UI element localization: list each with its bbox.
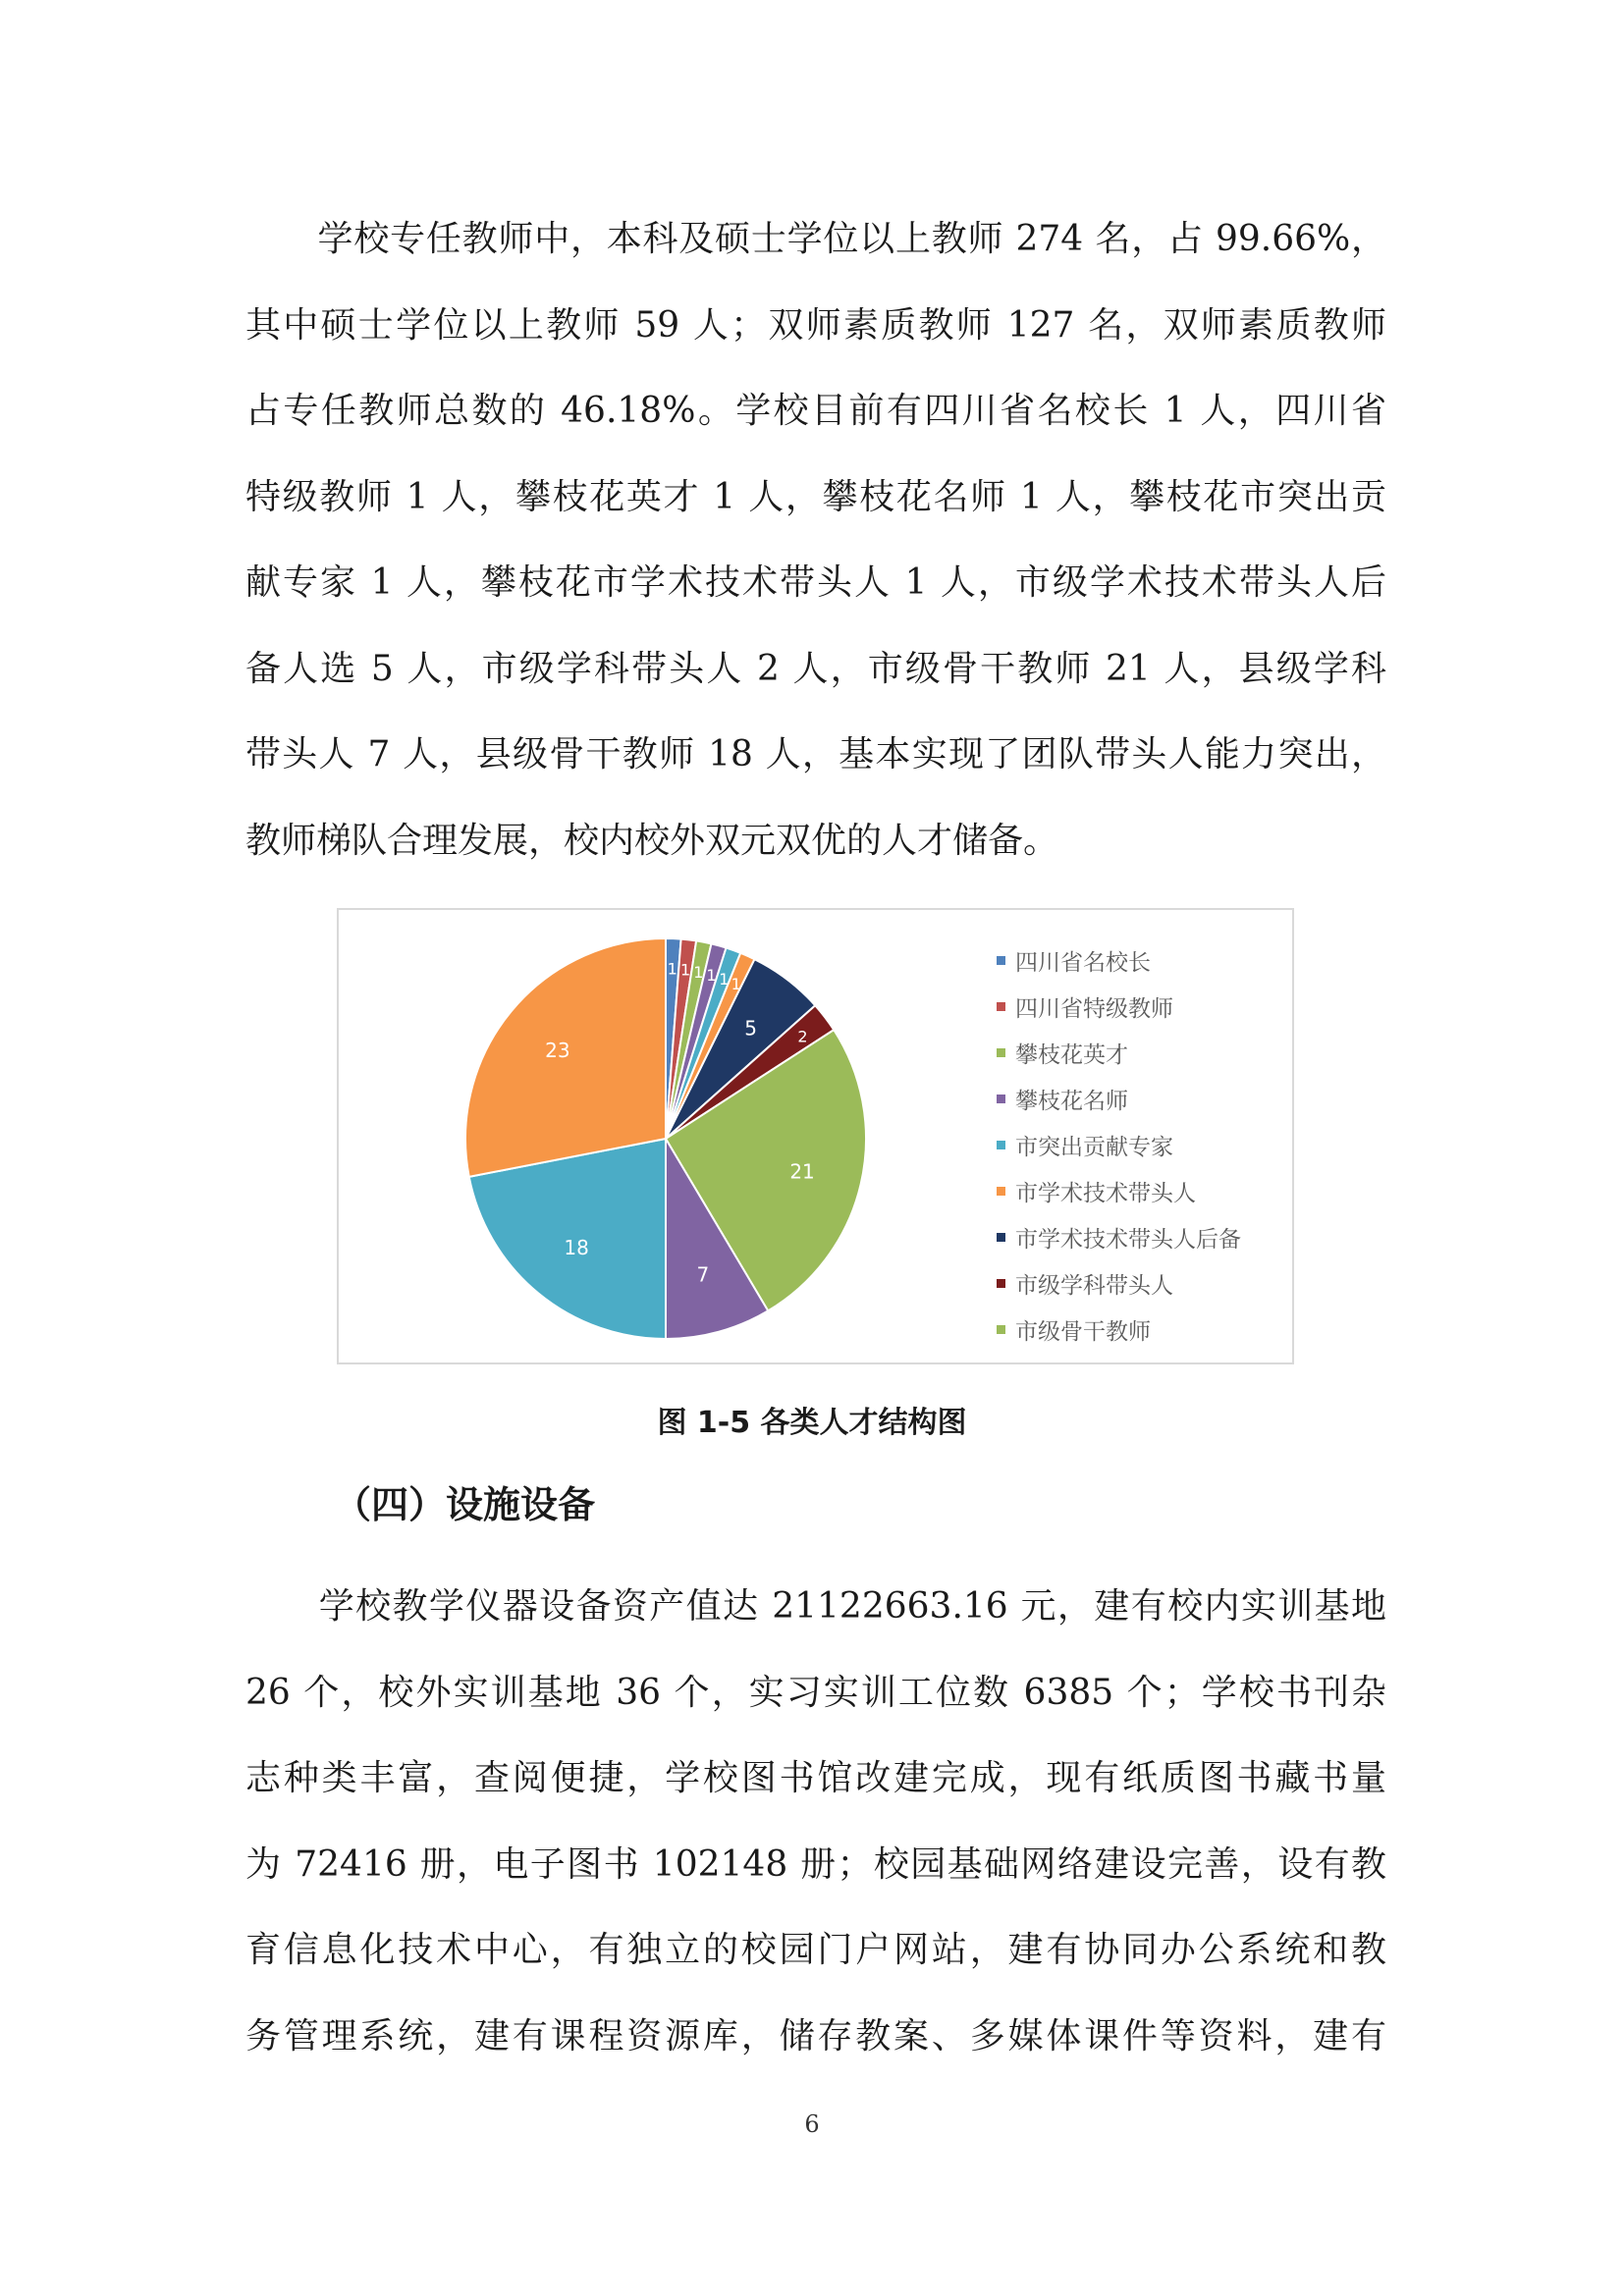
- paragraph-line: 学校教学仪器设备资产值达 21122663.16 元，建有校内实训基地: [245, 1586, 1386, 1627]
- legend-entry: [997, 1168, 1241, 1214]
- pie-data-label: 2: [797, 1027, 808, 1046]
- legend-label: 四川省名校长: [1015, 950, 1151, 976]
- pie-data-label: 1: [706, 965, 717, 985]
- pie-data-label: 23: [545, 1039, 570, 1063]
- legend-swatch: [997, 1187, 1005, 1196]
- paragraph-line: 育信息化技术中心，有独立的校园门户网站，建有协同办公系统和教: [245, 1930, 1386, 1970]
- paragraph-line: 为 72416 册，电子图书 102148 册；校园基础网络建设完善，设有教: [245, 1843, 1386, 1885]
- legend-label: 市级骨干教师: [1015, 1319, 1151, 1345]
- legend-entry: [997, 1122, 1241, 1168]
- section-heading: （四）设施设备: [334, 1483, 596, 1526]
- paragraph-line: 备人选 5 人，市级学科带头人 2 人，市级骨干教师 21 人，县级学科: [245, 648, 1386, 689]
- legend-label: 市学术技术带头人后备: [1015, 1227, 1241, 1253]
- paragraph-talent: [245, 196, 1386, 883]
- paragraph-line: 教师梯队合理发展，校内校外双元双优的人才储备。: [245, 820, 1059, 861]
- page-number: 6: [804, 2110, 820, 2138]
- paragraph-line: 26 个，校外实训基地 36 个，实习实训工位数 6385 个；学校书刊杂: [245, 1672, 1386, 1713]
- legend-swatch: [997, 1002, 1005, 1011]
- pie-data-label: 1: [680, 960, 691, 980]
- legend-entry: [997, 1307, 1241, 1353]
- paragraph-facilities: [245, 1564, 1386, 2079]
- legend-label: 攀枝花英才: [1015, 1042, 1128, 1068]
- paragraph-line: 献专家 1 人，攀枝花市学术技术带头人 1 人，市级学术技术带头人后: [245, 562, 1386, 603]
- legend-entry: [997, 1076, 1241, 1122]
- paragraph-line: 带头人 7 人，县级骨干教师 18 人，基本实现了团队带头人能力突出，: [245, 734, 1386, 774]
- pie-data-label: 1: [731, 974, 741, 993]
- legend-swatch: [997, 1233, 1005, 1242]
- pie-data-label: 1: [693, 962, 704, 982]
- legend-swatch: [997, 956, 1005, 965]
- pie-data-label: 18: [564, 1236, 589, 1260]
- chart-legend: [997, 937, 1241, 1353]
- legend-entry: [997, 1030, 1241, 1076]
- legend-swatch: [997, 1279, 1005, 1288]
- paragraph-line: 占专任教师总数的 46.18%。学校目前有四川省名校长 1 人，四川省: [245, 391, 1386, 431]
- paragraph-line: 特级教师 1 人，攀枝花英才 1 人，攀枝花名师 1 人，攀枝花市突出贡: [245, 476, 1386, 517]
- paragraph-line: 其中硕士学位以上教师 59 人；双师素质教师 127 名，双师素质教师: [245, 304, 1386, 346]
- legend-label: 市学术技术带头人: [1015, 1181, 1196, 1206]
- pie-data-label: 1: [719, 969, 730, 988]
- figure-caption: 图 1-5 各类人才结构图: [657, 1406, 967, 1440]
- legend-label: 市突出贡献专家: [1015, 1135, 1173, 1160]
- legend-swatch: [997, 1095, 1005, 1103]
- legend-entry: [997, 1214, 1241, 1260]
- paragraph-line: 务管理系统，建有课程资源库，储存教案、多媒体课件等资料，建有: [245, 2015, 1386, 2056]
- legend-label: 四川省特级教师: [1015, 996, 1173, 1022]
- legend-entry: [997, 984, 1241, 1030]
- pie-data-label: 1: [667, 959, 677, 979]
- legend-swatch: [997, 1141, 1005, 1149]
- pie-data-label: 7: [696, 1262, 710, 1287]
- pie-data-label: 21: [789, 1159, 815, 1184]
- paragraph-line: 学校专任教师中，本科及硕士学位以上教师 274 名，占 99.66%，: [245, 219, 1386, 259]
- talent-pie-chart: [337, 908, 1294, 1364]
- legend-swatch: [997, 1325, 1005, 1334]
- pie-data-label: 5: [744, 1016, 757, 1041]
- legend-label: 攀枝花名师: [1015, 1089, 1128, 1114]
- legend-entry: [997, 937, 1241, 984]
- legend-label: 市级学科带头人: [1015, 1273, 1173, 1299]
- paragraph-line: 志种类丰富，查阅便捷，学校图书馆改建完成，现有纸质图书藏书量: [245, 1758, 1386, 1798]
- legend-entry: [997, 1260, 1241, 1307]
- legend-swatch: [997, 1048, 1005, 1057]
